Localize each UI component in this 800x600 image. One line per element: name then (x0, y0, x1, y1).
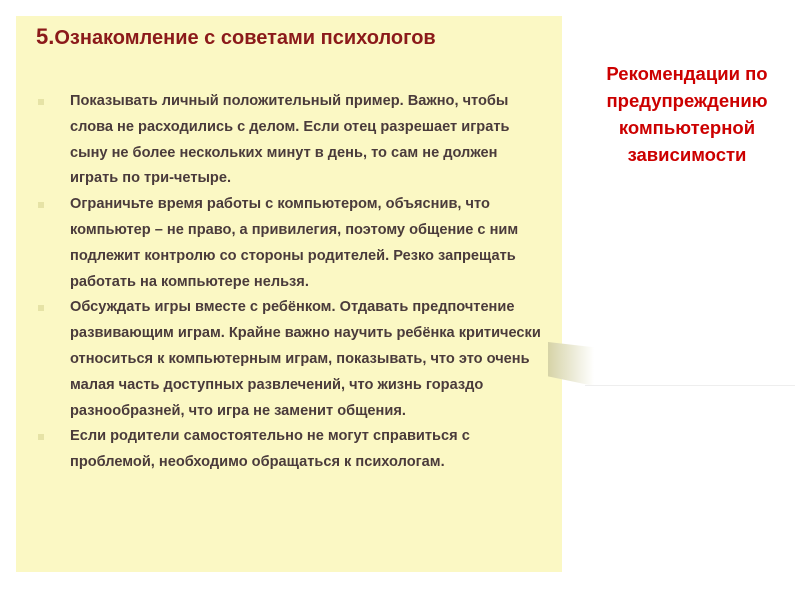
tip-item (34, 295, 546, 424)
slide-title (36, 24, 536, 51)
tip-item (34, 89, 546, 192)
side-heading: Рекомендации по предупреждению компьютерной зависимости (606, 63, 768, 165)
tip-text: Показывать личный положительный пример. Важно, чтобы слова не расходились с делом. Если отец разрешает играть сыну не более нескольких минут в день, то сам не должен играть по три-четыре. (70, 93, 510, 187)
bullet-icon (38, 434, 44, 440)
tips-list (34, 89, 546, 476)
tip-text: Ограничьте время работы с компьютером, объяснив, что компьютер – не право, а привилегия, поэтому общение с ним подлежит контролю со стороны родителей. Резко запрещать работать на компьютере нельзя. (70, 196, 519, 290)
tip-text: Обсуждать игры вместе с ребёнком. Отдавать предпочтение развивающим играм. Крайне важно научить ребёнка критически относиться к компьютерным играм, показывать, что это очень малая часть доступных развлечений, что жизнь гораздо разнообразней, что игра не заменит общения. (70, 299, 541, 419)
divider-line (585, 385, 795, 386)
tip-item (34, 192, 546, 295)
tip-item (34, 424, 546, 476)
tip-text: Если родители самостоятельно не могут справиться с проблемой, необходимо обращаться к психологам. (70, 428, 470, 471)
title-number: 5. (36, 24, 55, 49)
bullet-icon (38, 202, 44, 208)
title-text: Ознакомление с советами психологов (54, 27, 436, 49)
bullet-icon (38, 99, 44, 105)
bullet-icon (38, 305, 44, 311)
